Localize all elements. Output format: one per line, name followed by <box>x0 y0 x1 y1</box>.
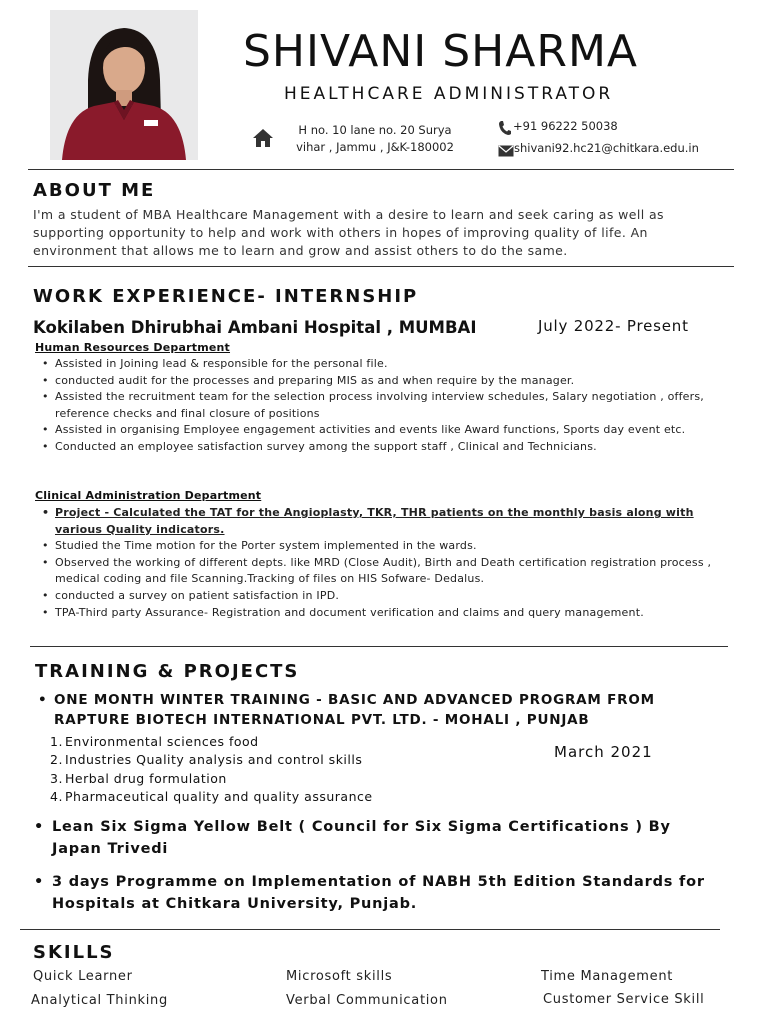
list-item: • Studied the Time motion for the Porter system implemented in the wards. <box>38 538 728 555</box>
divider <box>30 646 728 647</box>
list-item: • Assisted in organising Employee engagement activities and events like Award functions, Sports day event etc. <box>38 422 728 439</box>
divider <box>20 929 720 930</box>
home-icon <box>252 128 274 148</box>
address-line-2: vihar , Jammu , J&K-180002 <box>296 140 454 154</box>
list-item <box>50 770 373 788</box>
list-item <box>50 751 373 769</box>
employment-date: July 2022- Present <box>538 317 689 335</box>
list-number: 4. <box>50 789 63 805</box>
list-item: • TPA-Third party Assurance- Registration and document verification and claims and query management. <box>38 605 728 622</box>
list-text: Pharmaceutical quality and quality assurance <box>65 789 373 805</box>
candidate-name: SHIVANI SHARMA <box>243 26 639 77</box>
list-number: 3. <box>50 770 63 786</box>
list-text: Industries Quality analysis and control skills <box>65 752 363 768</box>
job-title: HEALTHCARE ADMINISTRATOR <box>284 84 614 104</box>
about-text: I'm a student of MBA Healthcare Management with a desire to learn and seek caring as well as supporting opportunity to help and work with others in hopes of improving quality of life. An environment that allows me to learn and grow and assist others to do the same. <box>33 207 664 258</box>
list-item: • Observed the working of different depts. like MRD (Close Audit), Birth and Death certification registration process , medical coding and file Scanning.Tracking of files on HIS Sofware- Dedalus. <box>38 555 728 588</box>
training-date: March 2021 <box>554 743 653 761</box>
skill-item: Customer Service Skill <box>543 992 705 1007</box>
list-item: • conducted audit for the processes and preparing MIS as and when require by the manager. <box>38 373 728 390</box>
phone-number: +91 96222 50038 <box>513 119 618 133</box>
department-title: Human Resources Department <box>35 341 231 354</box>
list-item: • Assisted the recruitment team for the selection process involving interview schedules, Salary negotiation , offers, reference checks and final closure of positions <box>38 389 728 422</box>
about-heading: ABOUT ME <box>33 180 156 201</box>
nabh-programme: • 3 days Programme on Implementation of NABH 5th Edition Standards for Hospitals at Chitkara University, Punjab. <box>34 871 714 915</box>
skill-item: Time Management <box>541 969 674 984</box>
skill-item: Quick Learner <box>33 969 133 984</box>
skill-item: Microsoft skills <box>286 969 393 984</box>
list-item: • Assisted in Joining lead & responsible for the personal file. <box>38 356 728 373</box>
list-number: 1. <box>50 734 63 749</box>
list-item <box>50 733 373 751</box>
experience-heading: WORK EXPERIENCE- INTERNSHIP <box>33 286 419 307</box>
list-number: 2. <box>50 752 63 768</box>
list-item: • Project - Calculated the TAT for the Angioplasty, TKR, THR patients on the monthly basis along with various Quality indicators. <box>38 505 728 538</box>
list-text: Environmental sciences food <box>65 734 259 749</box>
training-heading: TRAINING & PROJECTS <box>35 661 300 682</box>
hr-duties-list <box>38 356 728 456</box>
winter-training: • ONE MONTH WINTER TRAINING - BASIC AND ADVANCED PROGRAM FROM RAPTURE BIOTECH INTERNATIONAL PVT. LTD. - MOHALI , PUNJAB <box>38 690 698 730</box>
profile-photo-illustration <box>50 10 198 160</box>
lean-six-sigma: • Lean Six Sigma Yellow Belt ( Council for Six Sigma Certifications ) By Japan Trivedi <box>34 816 714 860</box>
profile-photo <box>50 10 198 160</box>
address-line-1: H no. 10 lane no. 20 Surya <box>298 123 452 137</box>
skill-item: Analytical Thinking <box>31 993 168 1008</box>
employer-name: Kokilaben Dhirubhai Ambani Hospital , MUMBAI <box>33 318 477 337</box>
email-address: shivani92.hc21@chitkara.edu.in <box>514 141 699 155</box>
list-text: Herbal drug formulation <box>65 770 227 786</box>
list-item: • Conducted an employee satisfaction survey among the support staff , Clinical and Technicians. <box>38 439 728 456</box>
mail-icon <box>498 145 514 157</box>
clinical-duties-list <box>38 505 728 621</box>
training-topics <box>50 733 373 807</box>
skill-item: Verbal Communication <box>286 993 448 1008</box>
divider <box>28 169 734 170</box>
skills-heading: SKILLS <box>33 942 115 963</box>
address <box>280 122 470 156</box>
divider <box>28 266 734 267</box>
department-title: Clinical Administration Department <box>35 489 262 502</box>
list-item: • conducted a survey on patient satisfaction in IPD. <box>38 588 728 605</box>
list-item <box>50 788 373 806</box>
phone-icon <box>498 120 512 136</box>
